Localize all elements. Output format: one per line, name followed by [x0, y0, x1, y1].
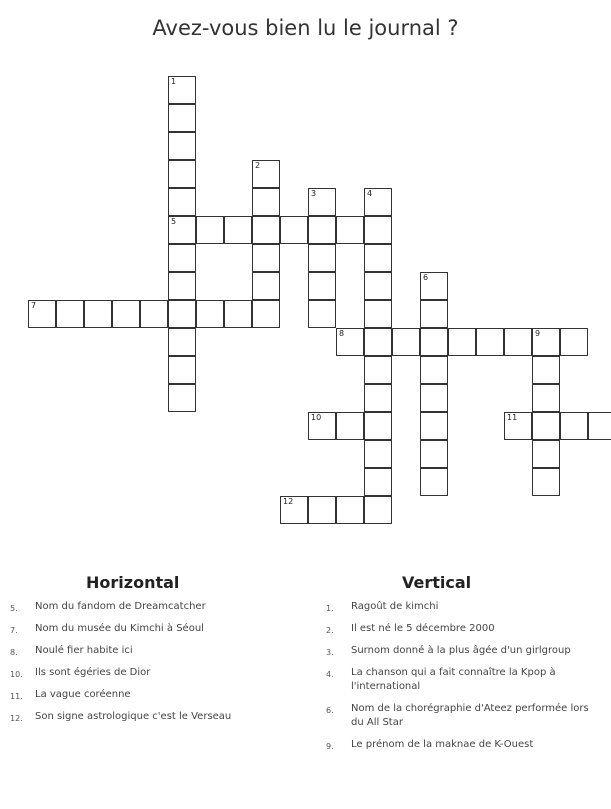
clue-down-4 [326, 666, 604, 694]
cell-number: 5 [171, 217, 177, 226]
grid-cell[interactable] [308, 496, 336, 524]
grid-cell[interactable] [504, 412, 532, 440]
grid-cell[interactable] [420, 328, 448, 356]
clue-text: Ils sont égéries de Dior [35, 667, 151, 678]
cell-number: 2 [255, 161, 261, 170]
page-title: Avez-vous bien lu le journal ? [152, 16, 459, 40]
clue-number: 4. [326, 670, 334, 679]
grid-cell[interactable] [364, 496, 392, 524]
grid-cell[interactable] [224, 300, 252, 328]
grid-cell[interactable] [28, 300, 56, 328]
grid-cell[interactable] [476, 328, 504, 356]
clue-number: 10. [10, 670, 23, 679]
clue-across-11 [10, 688, 295, 702]
grid-cell[interactable] [336, 328, 364, 356]
grid-cell[interactable] [420, 412, 448, 440]
grid-cell[interactable] [308, 216, 336, 244]
grid-cell[interactable] [280, 496, 308, 524]
grid-cell[interactable] [364, 300, 392, 328]
grid-cell[interactable] [420, 300, 448, 328]
grid-cell[interactable] [112, 300, 140, 328]
cell-number: 12 [283, 497, 294, 506]
cell-number: 4 [367, 189, 373, 198]
clue-text: La vague coréenne [35, 689, 131, 700]
clue-across-12 [10, 710, 295, 724]
grid-cell[interactable] [168, 328, 196, 356]
grid-cell[interactable] [448, 328, 476, 356]
grid-cell[interactable] [364, 328, 392, 356]
grid-cell[interactable] [532, 468, 560, 496]
clue-across-10 [10, 666, 295, 680]
clue-text: La chanson qui a fait connaître la Kpop à l'international [351, 667, 556, 692]
clue-across-5 [10, 600, 295, 614]
grid-cell[interactable] [336, 496, 364, 524]
grid-cell[interactable] [532, 384, 560, 412]
grid-cell[interactable] [308, 188, 336, 216]
grid-cell[interactable] [364, 356, 392, 384]
grid-cell[interactable] [252, 188, 280, 216]
grid-cell[interactable] [532, 356, 560, 384]
grid-cell[interactable] [168, 132, 196, 160]
grid-cell[interactable] [364, 216, 392, 244]
clue-text: Nom du musée du Kimchi à Séoul [35, 623, 204, 634]
clue-text: Nom de la chorégraphie d'Ateez performée lors du All Star [351, 703, 589, 728]
grid-cell[interactable] [168, 76, 196, 104]
grid-cell[interactable] [252, 216, 280, 244]
grid-cell[interactable] [420, 440, 448, 468]
clue-number: 7. [10, 626, 18, 635]
grid-cell[interactable] [84, 300, 112, 328]
grid-cell[interactable] [196, 300, 224, 328]
grid-cell[interactable] [252, 244, 280, 272]
cell-number: 8 [339, 329, 345, 338]
clue-number: 9. [326, 742, 334, 751]
clue-down-1 [326, 600, 604, 614]
cell-number: 7 [31, 301, 37, 310]
clue-down-9 [326, 738, 604, 752]
grid-cell[interactable] [336, 216, 364, 244]
clue-text: Il est né le 5 décembre 2000 [351, 623, 495, 634]
grid-cell[interactable] [364, 468, 392, 496]
clue-number: 6. [326, 706, 334, 715]
grid-cell[interactable] [252, 300, 280, 328]
grid-cell[interactable] [140, 300, 168, 328]
grid-cell[interactable] [168, 356, 196, 384]
clue-text: Nom du fandom de Dreamcatcher [35, 601, 206, 612]
grid-cell[interactable] [280, 216, 308, 244]
grid-cell[interactable] [364, 440, 392, 468]
grid-cell[interactable] [56, 300, 84, 328]
grid-cell[interactable] [560, 412, 588, 440]
grid-cell[interactable] [308, 244, 336, 272]
clue-down-6 [326, 702, 604, 730]
cell-number: 3 [311, 189, 317, 198]
grid-cell[interactable] [504, 328, 532, 356]
grid-cell[interactable] [420, 356, 448, 384]
clue-number: 12. [10, 714, 23, 723]
grid-cell[interactable] [168, 384, 196, 412]
clue-text: Noulé fier habite ici [35, 645, 133, 656]
clue-number: 5. [10, 604, 18, 613]
grid-cell[interactable] [588, 412, 611, 440]
clue-number: 11. [10, 692, 23, 701]
grid-cell[interactable] [364, 188, 392, 216]
grid-cell[interactable] [168, 244, 196, 272]
clue-across-7 [10, 622, 295, 636]
grid-cell[interactable] [336, 412, 364, 440]
across-heading: Horizontal [86, 573, 180, 592]
clue-down-2 [326, 622, 604, 636]
clue-number: 3. [326, 648, 334, 657]
grid-cell[interactable] [308, 300, 336, 328]
cell-number: 6 [423, 273, 429, 282]
grid-cell[interactable] [168, 300, 196, 328]
down-heading: Vertical [402, 573, 472, 592]
grid-cell[interactable] [168, 216, 196, 244]
grid-cell[interactable] [196, 216, 224, 244]
grid-cell[interactable] [560, 328, 588, 356]
grid-cell[interactable] [532, 328, 560, 356]
clue-text: Son signe astrologique c'est le Verseau [35, 711, 232, 722]
grid-cell[interactable] [168, 160, 196, 188]
grid-cell[interactable] [420, 272, 448, 300]
cell-number: 1 [171, 77, 177, 86]
clue-number: 2. [326, 626, 334, 635]
grid-cell[interactable] [532, 412, 560, 440]
grid-cell[interactable] [420, 468, 448, 496]
grid-cell[interactable] [364, 272, 392, 300]
grid-cell[interactable] [364, 412, 392, 440]
clue-number: 8. [10, 648, 18, 657]
clue-down-3 [326, 644, 604, 658]
clue-across-8 [10, 644, 295, 658]
grid-cell[interactable] [252, 160, 280, 188]
grid-cell[interactable] [252, 272, 280, 300]
grid-cell[interactable] [168, 188, 196, 216]
grid-cell[interactable] [168, 104, 196, 132]
grid-cell[interactable] [392, 328, 420, 356]
grid-cell[interactable] [420, 384, 448, 412]
cell-number: 10 [311, 413, 322, 422]
down-clue-list [326, 600, 604, 760]
clue-text: Surnom donné à la plus âgée d'un girlgroup [351, 645, 571, 656]
grid-cell[interactable] [364, 384, 392, 412]
grid-cell[interactable] [308, 272, 336, 300]
clue-text: Le prénom de la maknae de K-Ouest [351, 739, 534, 750]
across-clue-list [10, 600, 295, 732]
grid-cell[interactable] [224, 216, 252, 244]
clue-text: Ragoût de kimchi [351, 601, 439, 612]
grid-cell[interactable] [364, 244, 392, 272]
cell-number: 9 [535, 329, 541, 338]
clue-number: 1. [326, 604, 334, 613]
cell-number: 11 [507, 413, 518, 422]
grid-cell[interactable] [308, 412, 336, 440]
grid-cell[interactable] [532, 440, 560, 468]
grid-cell[interactable] [168, 272, 196, 300]
